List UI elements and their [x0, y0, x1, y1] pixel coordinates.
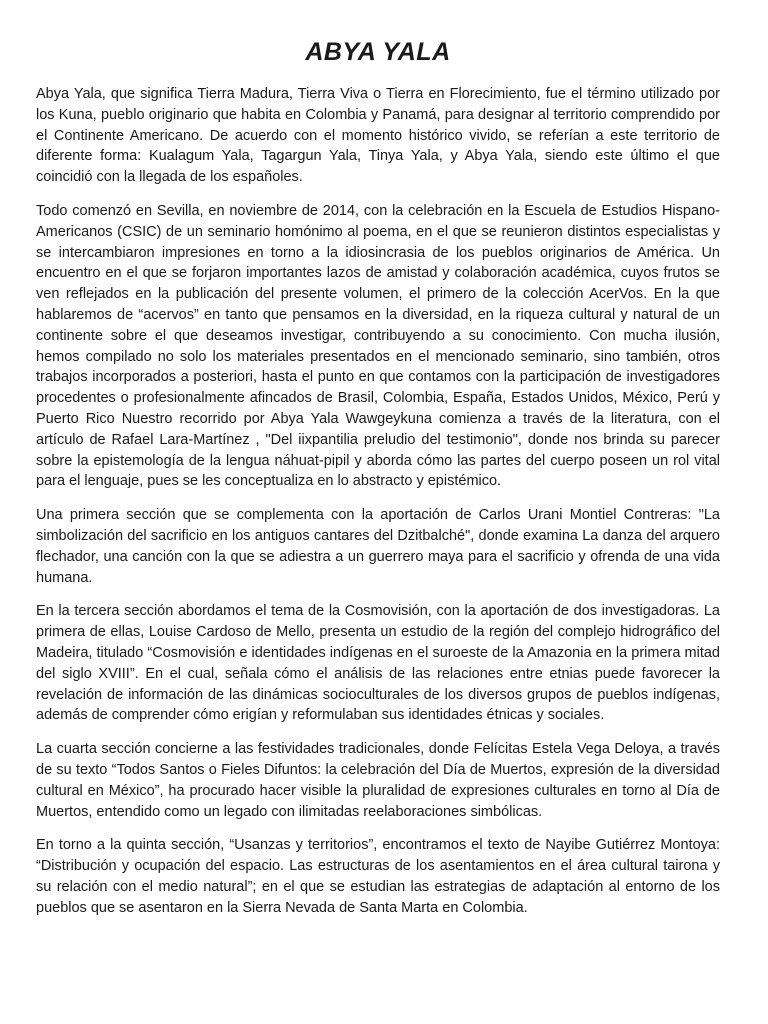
document-page	[36, 36, 720, 931]
paragraph-4: En la tercera sección abordamos el tema de la Cosmovisión, con la aportación de dos investigadoras. La primera de ellas, Louise Cardoso de Mello, presenta un estudio de la región del complejo hidrográfico del Madeira, titulado “Cosmovisión e identidades indígenas en el suroeste de la Amazonia en la primera mitad del siglo XVIII”. En el cual, señala cómo el análisis de las relaciones entre etnias puede favorecer la revelación de información de las dinámicas socioculturales de los diversos grupos de pueblos indígenas, además de comprender cómo erigían y reformulaban sus identidades étnicas y sociales.	[36, 603, 720, 724]
paragraph-1: Abya Yala, que significa Tierra Madura, Tierra Viva o Tierra en Florecimiento, fue el término utilizado por los Kuna, pueblo originario que habita en Colombia y Panamá, para designar al territorio comprendido por el Continente Americano. De acuerdo con el momento histórico vivido, se referían a este territorio de diferente forma: Kualagum Yala, Tagargun Yala, Tinya Yala, y Abya Yala, siendo este último el que coincidió con la llegada de los españoles.	[36, 86, 720, 186]
paragraph-5: La cuarta sección concierne a las festividades tradicionales, donde Felícitas Estela Vega Deloya, a través de su texto “Todos Santos o Fieles Difuntos: la celebración del Día de Muertos, expresión de la diversidad cultural en México”, ha procurado hacer visible la pluralidad de expresiones culturales en torno al Día de Muertos, entendido como un legado con ilimitadas reelaboraciones simbólicas.	[36, 741, 720, 820]
paragraph-2: Todo comenzó en Sevilla, en noviembre de 2014, con la celebración en la Escuela de Estudios Hispano-Americanos (CSIC) de un seminario homónimo al poema, en el que se reunieron distintos especialistas y se intercambiaron impresiones en torno a la idiosincrasia de los pueblos originarios de América. Un encuentro en el que se forjaron importantes lazos de amistad y colaboración académica, cuyos frutos se ven reflejados en la publicación del presente volumen, el primero de la colección AcerVos. En la que hablaremos de “acervos” en tanto que pensamos en la diversidad, en la riqueza cultural y natural de un continente sobre el que deseamos investigar, contribuyendo a su conocimiento. Con mucha ilusión, hemos compilado no solo los materiales presentados en el mencionado seminario, sino también, otros trabajos incorporados a posteriori, hasta el punto en que contamos con la participación de investigadores procedentes o profesionalmente afincados de Brasil, Colombia, España, Estados Unidos, México, Perú y Puerto Rico Nuestro recorrido por Abya Yala Wawgeykuna comienza a través de la literatura, con el artículo de Rafael Lara-Martínez , "Del iixpantilia preludio del testimonio", donde nos brinda su parecer sobre la epistemología de la lengua náhuat-pipil y aborda cómo las partes del cuerpo poseen un rol vital para el lenguaje, pues se les conceptualiza en lo abstracto y epistémico.	[36, 202, 720, 490]
paragraph-6: En torno a la quinta sección, “Usanzas y territorios”, encontramos el texto de Nayibe Gutiérrez Montoya: “Distribución y ocupación del espacio. Las estructuras de los asentamientos en el área cultural tairona y su relación con el medio natural”; en el que se estudian las estrategias de adaptación al entorno de los pueblos que se asentaron en la Sierra Nevada de Santa Marta en Colombia.	[36, 837, 720, 916]
document-title: ABYA YALA	[305, 38, 451, 66]
paragraph-3: Una primera sección que se complementa con la aportación de Carlos Urani Montiel Contreras: "La simbolización del sacrificio en los antiguos cantares del Dzitbalché", donde examina La danza del arquero flechador, una canción con la que se adiestra a un guerrero maya para el sacrificio y ofrenda de una vida humana.	[36, 507, 720, 586]
document-body	[36, 84, 720, 918]
